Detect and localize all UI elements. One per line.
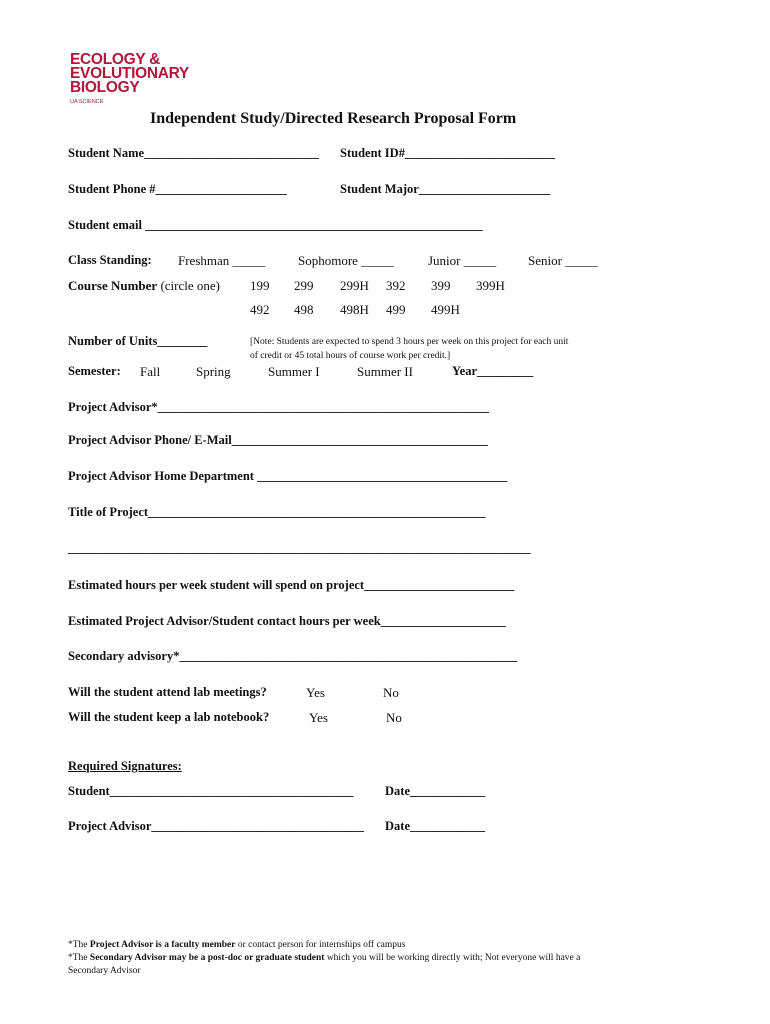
project-title-line2[interactable]: __________________________________________________________________________ <box>68 541 531 555</box>
class-option-sophomore[interactable]: Sophomore _____ <box>298 253 394 268</box>
year-field[interactable]: Year_________ <box>452 364 534 378</box>
footnote-1-prefix: *The <box>68 940 90 950</box>
secondary-advisory-field[interactable]: Secondary advisory*______________________________________________________ <box>68 649 517 663</box>
student-phone-field[interactable]: Student Phone #_____________________ <box>68 182 287 196</box>
course-option-499h[interactable]: 499H <box>431 302 460 317</box>
footnote-1-bold: Project Advisor is a faculty member <box>89 940 236 950</box>
logo-sub: UA SCIENCE <box>70 99 104 105</box>
advisor-contact-field[interactable]: Project Advisor Phone/ E-Mail_________________________________________ <box>68 433 489 447</box>
course-option-392[interactable]: 392 <box>386 278 406 293</box>
student-major-field[interactable]: Student Major_____________________ <box>340 182 551 196</box>
student-date-field[interactable]: Date____________ <box>385 784 485 798</box>
semester-label: Semester: <box>68 364 121 378</box>
student-name-field[interactable]: Student Name____________________________ <box>68 146 320 160</box>
lab-meetings-question: Will the student attend lab meetings? <box>68 685 267 699</box>
project-title-field[interactable]: Title of Project______________________________________________________ <box>68 505 486 519</box>
course-option-399[interactable]: 399 <box>431 278 451 293</box>
semester-option-summer-2[interactable]: Summer II <box>357 364 413 379</box>
lab-meetings-no[interactable]: No <box>383 685 399 700</box>
logo-line-2: EVOLUTIONARY <box>70 65 189 82</box>
form-title: Independent Study/Directed Research Proposal Form <box>150 110 517 127</box>
course-number-label-text: Course Number <box>68 278 158 293</box>
footnote-2-line2: Secondary Advisor <box>68 966 141 976</box>
hours-per-week-field[interactable]: Estimated hours per week student will spend on project________________________ <box>68 578 515 592</box>
lab-notebook-no[interactable]: No <box>386 710 402 725</box>
signatures-heading: Required Signatures: <box>68 759 182 773</box>
footnote-2-prefix: *The <box>68 953 90 963</box>
course-number-hint: (circle one) <box>157 278 220 293</box>
course-option-399h[interactable]: 399H <box>476 278 505 293</box>
class-standing-label: Class Standing: <box>68 253 152 267</box>
class-option-senior[interactable]: Senior _____ <box>528 253 598 268</box>
class-option-junior[interactable]: Junior _____ <box>428 253 497 268</box>
contact-hours-field[interactable]: Estimated Project Advisor/Student contact hours per week____________________ <box>68 614 506 628</box>
footnote-2 <box>68 952 580 965</box>
footnote-2-bold: Secondary Advisor may be a post-doc or graduate student <box>89 953 325 963</box>
course-option-299[interactable]: 299 <box>294 278 314 293</box>
advisor-date-field[interactable]: Date____________ <box>385 819 485 833</box>
semester-option-spring[interactable]: Spring <box>196 364 231 379</box>
course-option-299h[interactable]: 299H <box>340 278 369 293</box>
semester-option-fall[interactable]: Fall <box>140 364 161 379</box>
footnote-1-rest: or contact person for internships off campus <box>235 940 406 950</box>
project-advisor-field[interactable]: Project Advisor*_____________________________________________________ <box>68 400 489 414</box>
student-email-field[interactable]: Student email ______________________________________________________ <box>68 218 483 232</box>
advisor-signature-field[interactable]: Project Advisor__________________________________ <box>68 819 364 833</box>
course-number-label <box>68 278 220 294</box>
lab-notebook-question: Will the student keep a lab notebook? <box>68 710 270 724</box>
footnote-1 <box>68 939 405 952</box>
units-note-line1: [Note: Students are expected to spend 3 hours per week on this project for each unit <box>250 337 569 347</box>
class-option-freshman[interactable]: Freshman _____ <box>178 253 266 268</box>
advisor-department-field[interactable]: Project Advisor Home Department ________________________________________ <box>68 469 508 483</box>
course-option-492[interactable]: 492 <box>250 302 270 317</box>
course-option-498[interactable]: 498 <box>294 302 314 317</box>
lab-meetings-yes[interactable]: Yes <box>306 685 325 700</box>
footnote-2-rest: which you will be working directly with; Not everyone will have a <box>324 953 581 963</box>
units-note-line2: of credit or 45 total hours of course work per credit.] <box>250 351 451 361</box>
logo-line-1: ECOLOGY & <box>70 51 161 68</box>
logo-line-3: BIOLOGY <box>70 79 140 96</box>
lab-notebook-yes[interactable]: Yes <box>309 710 328 725</box>
units-field[interactable]: Number of Units________ <box>68 334 208 348</box>
course-option-499[interactable]: 499 <box>386 302 406 317</box>
student-signature-field[interactable]: Student_______________________________________ <box>68 784 354 798</box>
student-id-field[interactable]: Student ID#________________________ <box>340 146 555 160</box>
course-option-199[interactable]: 199 <box>250 278 270 293</box>
semester-option-summer-1[interactable]: Summer I <box>268 364 320 379</box>
course-option-498h[interactable]: 498H <box>340 302 369 317</box>
